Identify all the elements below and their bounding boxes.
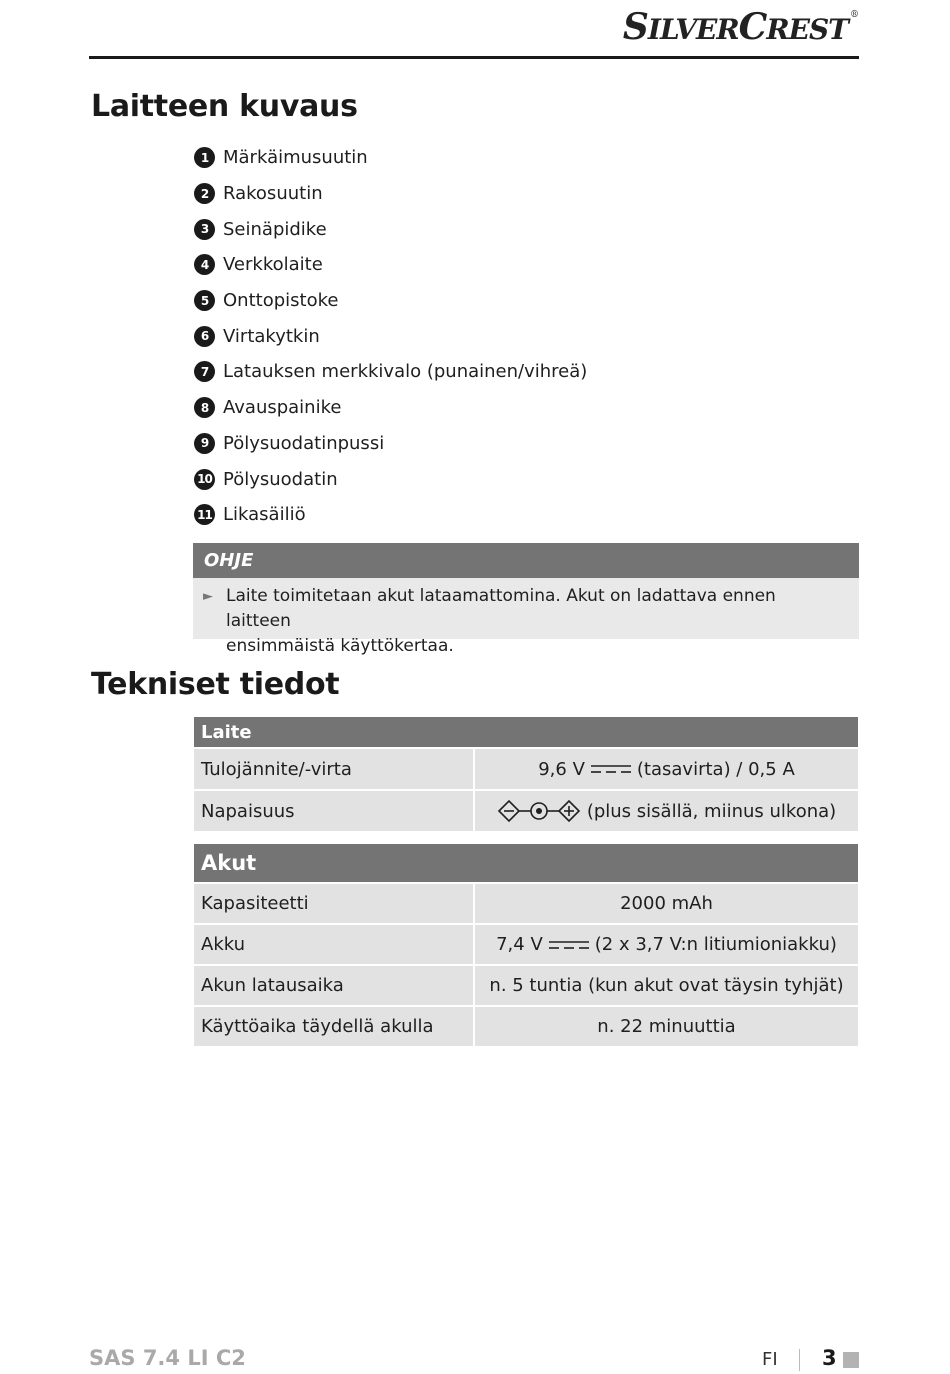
part-label: Verkkolaite bbox=[223, 254, 323, 276]
part-number: 8 bbox=[194, 397, 215, 418]
part-label: Seinäpidike bbox=[223, 218, 327, 240]
note-line: Laite toimitetaan akut lataamattomina. Akut on ladattava ennen laitteen bbox=[226, 586, 776, 631]
note-box bbox=[193, 543, 859, 656]
part-number: 5 bbox=[194, 290, 215, 311]
part-number: 1 bbox=[194, 147, 215, 168]
table-label: Napaisuus bbox=[194, 791, 473, 831]
table-row bbox=[194, 884, 858, 925]
part-item bbox=[194, 176, 587, 212]
part-item bbox=[194, 390, 587, 426]
part-number: 7 bbox=[194, 361, 215, 382]
footer-divider bbox=[799, 1349, 800, 1371]
brand-logo: SILVERCREST ® bbox=[622, 6, 858, 48]
footer-model: SAS 7.4 LI C2 bbox=[89, 1346, 246, 1370]
device-spec-table bbox=[194, 717, 858, 833]
table-row bbox=[194, 925, 858, 966]
table-row bbox=[194, 1007, 858, 1048]
table-row bbox=[194, 966, 858, 1007]
table-heading: Akut bbox=[194, 844, 858, 884]
section-title-description: Laitteen kuvaus bbox=[91, 89, 358, 124]
page-marker-icon bbox=[843, 1352, 859, 1368]
table-label: Akku bbox=[194, 925, 473, 964]
part-number: 3 bbox=[194, 219, 215, 240]
part-item bbox=[194, 461, 587, 497]
part-item bbox=[194, 247, 587, 283]
part-item bbox=[194, 318, 587, 354]
part-number: 6 bbox=[194, 326, 215, 347]
table-value: n. 22 minuuttia bbox=[475, 1007, 858, 1046]
table-label: Akun latausaika bbox=[194, 966, 473, 1005]
dc-current-icon bbox=[549, 939, 589, 951]
part-label: Pölysuodatin bbox=[223, 468, 338, 490]
part-label: Rakosuutin bbox=[223, 183, 323, 205]
table-row bbox=[194, 791, 858, 833]
footer-language: FI bbox=[762, 1349, 778, 1370]
table-label: Kapasiteetti bbox=[194, 884, 473, 923]
table-value: 2000 mAh bbox=[475, 884, 858, 923]
table-value: (plus sisällä, miinus ulkona) bbox=[475, 791, 858, 831]
part-item bbox=[194, 283, 587, 319]
note-line: ensimmäistä käyttökertaa. bbox=[226, 636, 454, 656]
part-number: 10 bbox=[194, 469, 215, 490]
part-item bbox=[194, 211, 587, 247]
part-label: Virtakytkin bbox=[223, 325, 320, 347]
table-label: Tulojännite/-virta bbox=[194, 749, 473, 789]
table-value: n. 5 tuntia (kun akut ovat täysin tyhjät) bbox=[475, 966, 858, 1005]
page-number: 3 bbox=[822, 1346, 837, 1370]
part-label: Pölysuodatinpussi bbox=[223, 432, 385, 454]
part-label: Latauksen merkkivalo (punainen/vihreä) bbox=[223, 361, 588, 383]
part-item bbox=[194, 140, 587, 176]
table-heading: Laite bbox=[194, 717, 858, 749]
part-label: Märkäimusuutin bbox=[223, 147, 368, 169]
note-heading: OHJE bbox=[193, 543, 859, 578]
part-number: 4 bbox=[194, 254, 215, 275]
arrow-right-icon: ► bbox=[203, 589, 213, 604]
part-label: Avauspainike bbox=[223, 397, 342, 419]
table-label: Käyttöaika täydellä akulla bbox=[194, 1007, 473, 1046]
parts-list bbox=[194, 140, 587, 533]
table-value: 9,6 V (tasavirta) / 0,5 A bbox=[475, 749, 858, 789]
polarity-icon bbox=[497, 799, 581, 823]
battery-spec-table bbox=[194, 844, 858, 1048]
part-item bbox=[194, 497, 587, 533]
header-rule bbox=[89, 56, 859, 59]
section-title-technical: Tekniset tiedot bbox=[91, 667, 340, 702]
table-value: 7,4 V (2 x 3,7 V:n litiumioniakku) bbox=[475, 925, 858, 964]
part-number: 11 bbox=[194, 504, 215, 525]
note-body bbox=[193, 578, 859, 656]
part-item bbox=[194, 426, 587, 462]
table-row bbox=[194, 749, 858, 791]
part-number: 9 bbox=[194, 433, 215, 454]
part-label: Likasäiliö bbox=[223, 504, 306, 526]
part-number: 2 bbox=[194, 183, 215, 204]
dc-current-icon bbox=[591, 763, 631, 775]
part-item bbox=[194, 354, 587, 390]
part-label: Onttopistoke bbox=[223, 290, 339, 312]
note-text bbox=[226, 584, 843, 659]
